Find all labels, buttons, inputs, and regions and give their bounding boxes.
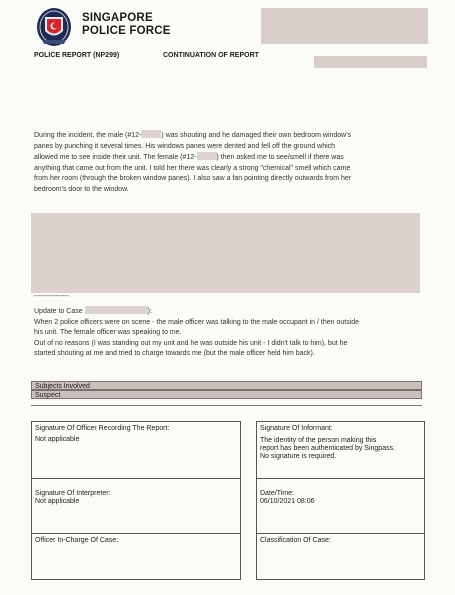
officer-signature-label: Signature Of Officer Recording The Report: <box>35 425 170 432</box>
update-text: started shouting at me and tried to charge towards me (but the male officer held him back). <box>34 350 315 357</box>
update-text: Out of no reasons (I was standing out my unit and he was outside his unit - I didn't talk to him), but he <box>34 339 348 347</box>
informant-line: The identity of the person making this <box>260 437 377 444</box>
narrative-text: ) was shouting and he damaged their own bedroom window's <box>161 132 352 139</box>
informant-signature-value <box>260 437 395 461</box>
case-update-prefix: Update to Case <box>34 308 83 315</box>
case-update <box>34 306 429 360</box>
redacted-header-block <box>261 8 428 44</box>
redacted-report-number <box>314 56 427 68</box>
officer-signature-value: Not applicable <box>35 436 80 443</box>
narrative-text: from her room (through the broken window panes). I also saw a fan pointing directly outwards from her <box>34 175 352 182</box>
interpreter-signature-value: Not applicable <box>35 498 80 505</box>
narrative-text: bedroom's door to the window. <box>34 185 129 193</box>
org-line1: SINGAPORE <box>82 12 153 24</box>
subjects-involved-header: Subjects Involved <box>31 381 422 390</box>
redacted-case-number <box>85 306 148 314</box>
divider <box>31 533 240 534</box>
org-line2: POLICE FORCE <box>82 25 171 37</box>
interpreter-signature-label: Signature Of Interpreter: <box>35 490 111 497</box>
spf-logo <box>34 6 74 48</box>
redacted-unit <box>197 152 217 160</box>
informant-line: report has been authenticated by Singpass. <box>260 445 396 452</box>
divider <box>31 405 422 406</box>
informant-signature-label: Signature Of Informant: <box>260 425 333 432</box>
informant-line: No signature is required. <box>260 453 337 460</box>
redacted-narrative-block <box>31 213 420 293</box>
continuation-label: CONTINUATION OF REPORT <box>163 52 259 59</box>
update-text: his unit. The female officer was speaking to me. <box>34 329 182 336</box>
subject-suspect-row: Suspect <box>31 390 422 399</box>
organization-name <box>82 12 171 38</box>
narrative-text: anything that came out from the unit. I told her there was clearly a strong "chemical" smell which came <box>34 164 351 172</box>
divider <box>31 478 240 479</box>
classification-label: Classification Of Case: <box>260 537 331 544</box>
incident-narrative <box>34 130 424 195</box>
narrative-text: panes by punching it several times. His windows panes were dented and fell off the ground which <box>34 142 336 150</box>
datetime-label: Date/Time: <box>260 490 294 497</box>
divider <box>256 533 424 534</box>
update-text: When 2 police officers were on scene - the male officer was talking to the male occupant in / then outside <box>34 318 360 326</box>
divider <box>256 478 424 479</box>
redacted-unit <box>141 130 161 138</box>
narrative-text: During the incident, the male (#12- <box>34 132 142 139</box>
case-update-suffix: ): <box>147 308 152 315</box>
narrative-text: ) then asked me to see/smell if there was <box>216 154 344 161</box>
narrative-text: allowed me to see inside their unit. The female (#12- <box>34 154 197 161</box>
officer-in-charge-label: Officer In-Charge Of Case: <box>35 537 119 544</box>
separator-line: --------------- <box>34 293 69 300</box>
datetime-value: 06/10/2021 08:06 <box>260 498 315 505</box>
report-type-label: POLICE REPORT (NP299) <box>34 52 120 59</box>
